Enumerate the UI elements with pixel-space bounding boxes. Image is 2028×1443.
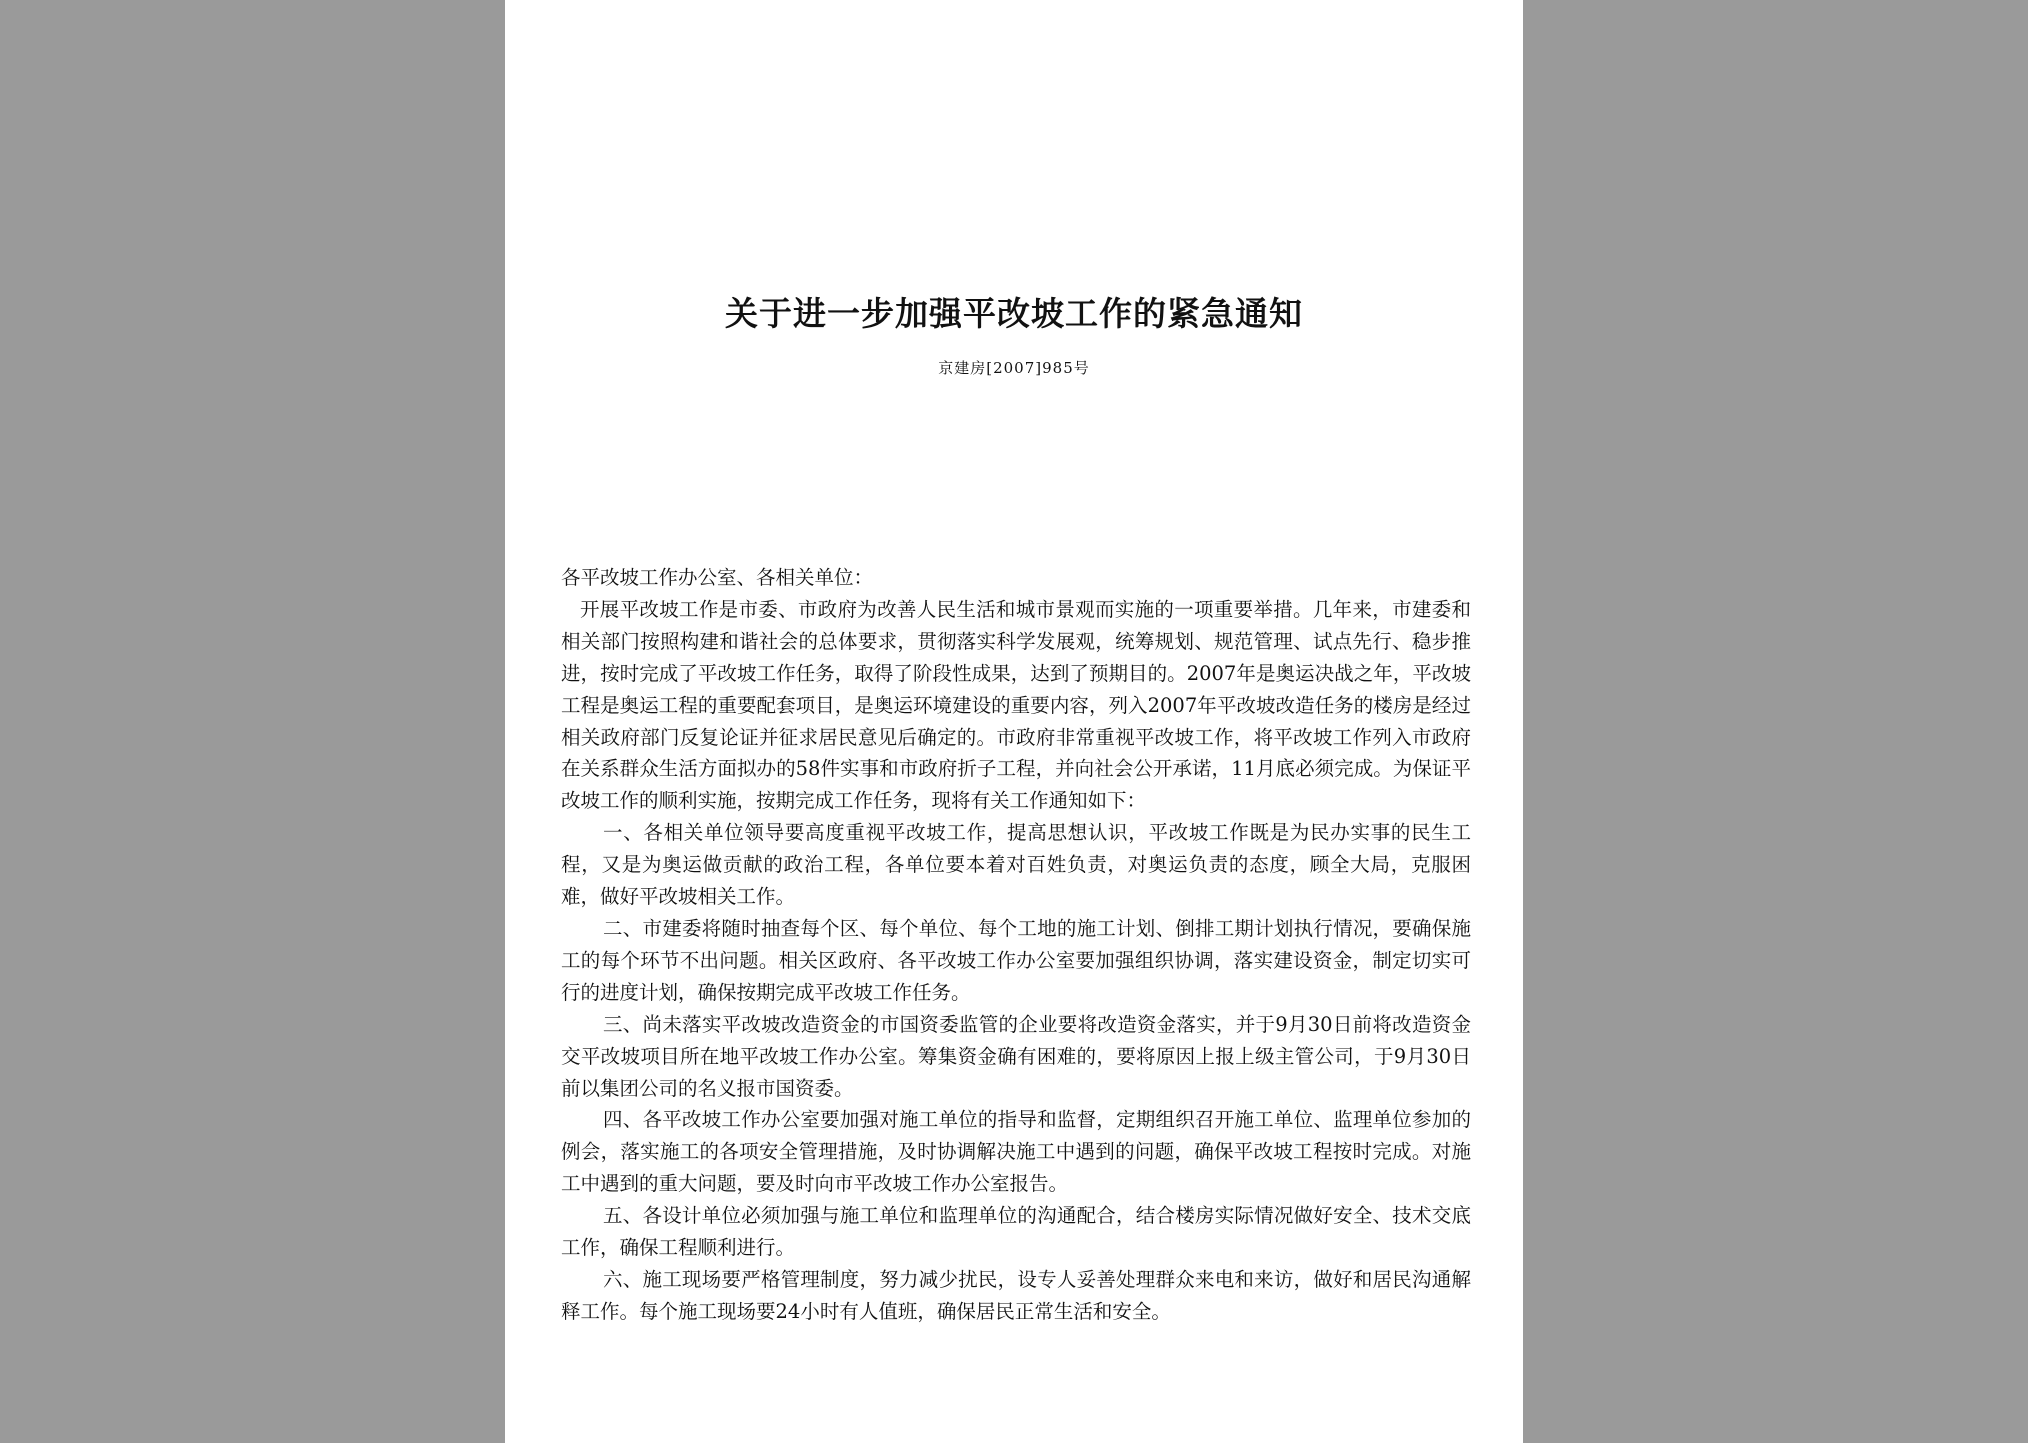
salutation: 各平改坡工作办公室、各相关单位： [561,566,874,589]
document-number: 京建房[2007]985号 [938,359,1090,377]
paragraph-item-1: 一、各相关单位领导要高度重视平改坡工作，提高思想认识，平改坡工作既是为民办实事的民生工程，又是为奥运做贡献的政治工程，各单位要本着对百姓负责，对奥运负责的态度，顾全大局，克服困难，做好平改坡相关工作。 [561,821,1471,909]
paragraph-item-4: 四、各平改坡工作办公室要加强对施工单位的指导和监督，定期组织召开施工单位、监理单位参加的例会，落实施工的各项安全管理措施，及时协调解决施工中遇到的问题，确保平改坡工程按时完成。对施工中遇到的重大问题，要及时向市平改坡工作办公室报告。 [561,1108,1471,1196]
document-page [505,0,1523,1443]
document-body [561,562,1471,1328]
paragraph-item-6: 六、施工现场要严格管理制度，努力减少扰民，设专人妥善处理群众来电和来访，做好和居民沟通解释工作。每个施工现场要24小时有人值班，确保居民正常生活和安全。 [561,1267,1471,1323]
paragraph-item-2: 二、市建委将随时抽查每个区、每个单位、每个工地的施工计划、倒排工期计划执行情况，要确保施工的每个环节不出问题。相关区政府、各平改坡工作办公室要加强组织协调，落实建设资金，制定切实可行的进度计划，确保按期完成平改坡工作任务。 [561,916,1471,1004]
paragraph-intro: 开展平改坡工作是市委、市政府为改善人民生活和城市景观而实施的一项重要举措。几年来，市建委和相关部门按照构建和谐社会的总体要求，贯彻落实科学发展观，统筹规划、规范管理、试点先行、稳步推进，按时完成了平改坡工作任务，取得了阶段性成果，达到了预期目的。2007年是奥运决战之年，平改坡工程是奥运工程的重要配套项目，是奥运环境建设的重要内容，列入2007年平改坡改造任务的楼房是经过相关政府部门反复论证并征求居民意见后确定的。市政府非常重视平改坡工作，将平改坡工作列入市政府在关系群众生活方面拟办的58件实事和市政府折子工程，并向社会公开承诺，11月底必须完成。为保证平改坡工作的顺利实施，按期完成工作任务，现将有关工作通知如下： [561,597,1471,813]
paragraph-item-3: 三、尚未落实平改坡改造资金的市国资委监管的企业要将改造资金落实，并于9月30日前将改造资金交平改坡项目所在地平改坡工作办公室。筹集资金确有困难的，要将原因上报上级主管公司，于9月30日前以集团公司的名义报市国资委。 [561,1012,1471,1100]
document-title: 关于进一步加强平改坡工作的紧急通知 [725,294,1303,333]
paragraph-item-5: 五、各设计单位必须加强与施工单位和监理单位的沟通配合，结合楼房实际情况做好安全、技术交底工作，确保工程顺利进行。 [561,1204,1471,1260]
